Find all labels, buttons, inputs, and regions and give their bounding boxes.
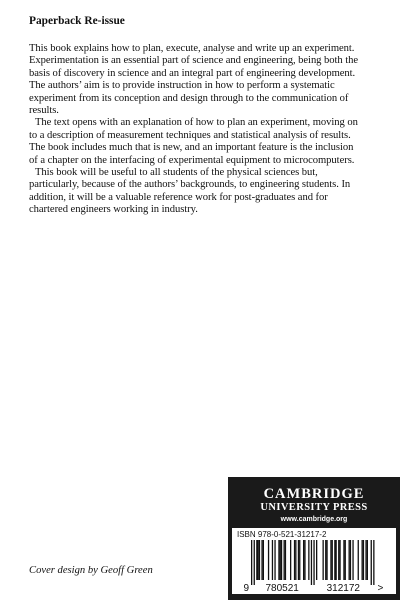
- barcode-bar: [326, 540, 327, 580]
- publisher-block: [228, 477, 400, 600]
- isbn-barcode: [240, 540, 390, 592]
- barcode-bar: [256, 540, 257, 580]
- barcode-guard-bar: [373, 540, 374, 585]
- barcode-bar: [308, 540, 309, 580]
- barcode-bar: [325, 540, 326, 580]
- barcode-bar: [294, 540, 295, 580]
- barcode-bar: [274, 540, 275, 580]
- barcode-bar: [258, 540, 259, 580]
- barcode-bar: [352, 540, 353, 580]
- barcode-bar: [343, 540, 344, 580]
- barcode-guard-bar: [254, 540, 255, 585]
- publisher-url: www.cambridge.org: [280, 516, 348, 523]
- barcode-bar: [358, 540, 359, 580]
- barcode-bar: [280, 540, 281, 580]
- barcode-bar: [367, 540, 368, 580]
- description-paragraph-3: This book will be useful to all students of the physical sciences but, particularly, because of the authors’ backgrounds, to engineering students. In addition, it will be a valuable reference work for post-graduates and for chartered engineers working in industry.: [29, 167, 351, 216]
- barcode-bar: [268, 540, 269, 580]
- description-paragraph-2: The text opens with an explanation of how to plan an experiment, moving on to a description of measurement techniques and statistical analysis of results. The book includes much that is new, and an important feature is the inclusion of a chapter on the interfacing of experimental equipment to microcomputers.: [29, 117, 358, 166]
- barcode-guard-bar: [251, 540, 252, 585]
- barcode-bar: [272, 540, 273, 580]
- barcode-bar: [339, 540, 340, 580]
- barcode-bar: [285, 540, 286, 580]
- barcode-bar: [349, 540, 350, 580]
- barcode-bar: [323, 540, 324, 580]
- barcode-bar: [332, 540, 333, 580]
- barcode-bar: [304, 540, 305, 580]
- barcode-bar: [263, 540, 264, 580]
- barcode-bar: [295, 540, 296, 580]
- barcode-bar: [338, 540, 339, 580]
- barcode-bar: [290, 540, 291, 580]
- publisher-name: CAMBRIDGE: [263, 486, 365, 502]
- barcode-guard-bar: [371, 540, 372, 585]
- barcode-bar: [281, 540, 282, 580]
- barcode-bar: [363, 540, 364, 580]
- barcode-addon-mark: >: [377, 583, 384, 592]
- barcode-bar: [365, 540, 366, 580]
- barcode-bar: [298, 540, 299, 580]
- cover-design-credit: Cover design by Geoff Green: [29, 565, 153, 576]
- barcode-bar: [330, 540, 331, 580]
- barcode-digits-left: 780521: [265, 583, 299, 592]
- barcode-guard-bar: [313, 540, 314, 585]
- barcode-bar: [259, 540, 260, 580]
- barcode-guard-bar: [311, 540, 312, 585]
- barcode-digits-right: 312172: [326, 583, 360, 592]
- barcode-bar: [278, 540, 279, 580]
- description-paragraph-1: This book explains how to plan, execute, analyse and write up an experiment. Experimentation is an essential part of science and engineering, being both the basis of discovery in science and an integral part of engineering development. The authors’ aim is to provide instruction in how to perform a systematic experiment from its conception and design through to the communication of results.: [29, 43, 359, 117]
- publisher-subname: UNIVERSITY PRESS: [260, 502, 368, 513]
- reissue-heading: Paperback Re-issue: [29, 15, 125, 27]
- barcode-bar: [284, 540, 285, 580]
- barcode-bar: [299, 540, 300, 580]
- barcode-digit-lead: 9: [243, 583, 249, 592]
- barcode-bar: [345, 540, 346, 580]
- barcode-bar: [336, 540, 337, 580]
- barcode-bar: [261, 540, 262, 580]
- barcode-bar: [303, 540, 304, 580]
- barcode-panel: [232, 528, 396, 594]
- barcode-bar: [350, 540, 351, 580]
- barcode-bar: [316, 540, 317, 580]
- book-description: [29, 43, 364, 217]
- barcode-bar: [362, 540, 363, 580]
- isbn-label: ISBN 978-0-521-31217-2: [237, 530, 327, 539]
- barcode-bar: [334, 540, 335, 580]
